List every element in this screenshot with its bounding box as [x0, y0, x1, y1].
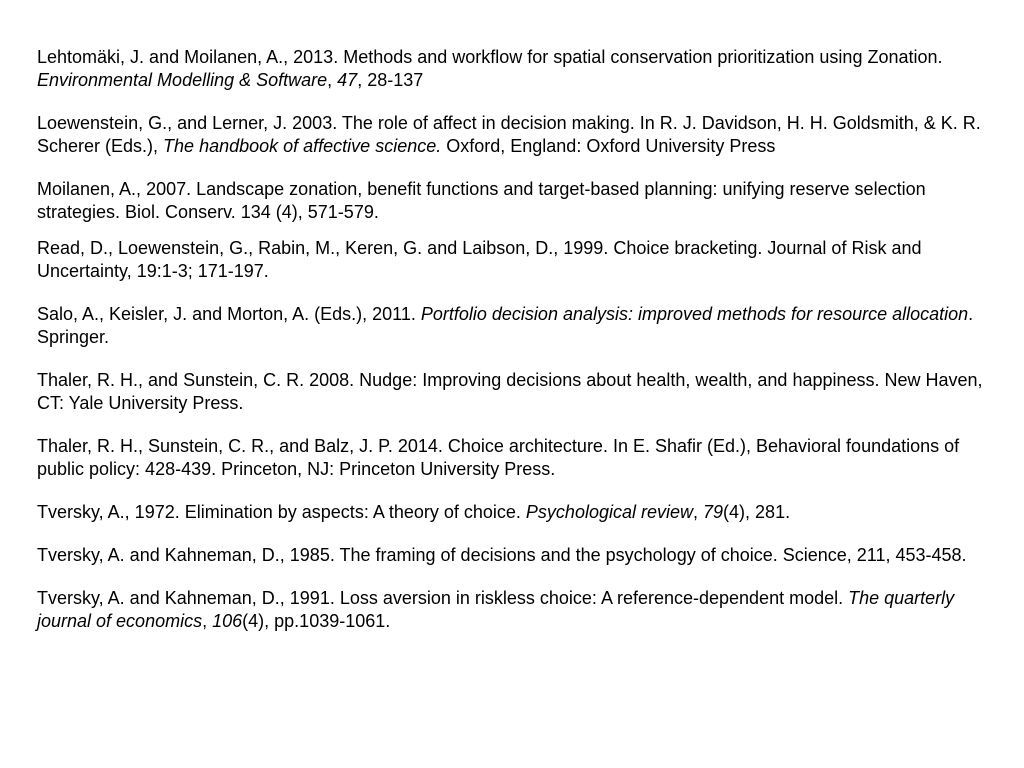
reference-list — [37, 46, 988, 633]
reference-italic-text: Portfolio decision analysis: improved methods for resource allocation — [420, 304, 969, 324]
reference-text: Oxford, England: Oxford University Press — [441, 136, 776, 156]
reference-italic-text: The quarterly journal of economics — [37, 588, 955, 631]
reference-text: Thaler, R. H., Sunstein, C. R., and Balz, J. P. 2014. Choice architecture. In E. Shafir (Ed.), Behavioral foundations of public policy: 428-439. Princeton, NJ: Princeton University Press. — [37, 436, 960, 479]
reference-entry — [37, 303, 988, 349]
reference-text: (4), pp.1039-1061. — [242, 611, 391, 631]
reference-italic-text: 79 — [703, 502, 724, 522]
reference-entry — [37, 46, 988, 92]
reference-text: Tversky, A. and Kahneman, D., 1985. The framing of decisions and the psychology of choice. Science, 211, 453-458. — [37, 545, 967, 565]
reference-entry — [37, 587, 988, 633]
reference-entry — [37, 178, 988, 224]
reference-text: Tversky, A., 1972. Elimination by aspects: A theory of choice. — [37, 502, 526, 522]
reference-text: Tversky, A. and Kahneman, D., 1991. Loss aversion in riskless choice: A reference-dependent model. — [37, 588, 849, 608]
reference-italic-text: 47 — [337, 70, 358, 90]
reference-italic-text: Psychological review — [525, 502, 693, 522]
reference-text: (4), 281. — [723, 502, 791, 522]
reference-text: Read, D., Loewenstein, G., Rabin, M., Keren, G. and Laibson, D., 1999. Choice bracketing. Journal of Risk and Uncertainty, 19:1-3; 171-197. — [37, 238, 922, 281]
reference-italic-text: Environmental Modelling & Software — [37, 70, 328, 90]
reference-text: Loewenstein, G., and Lerner, J. 2003. The role of affect in decision making. In R. J. Davidson, H. H. Goldsmith, & K. R. Scherer (Eds.), — [37, 113, 981, 156]
reference-entry — [37, 501, 988, 524]
reference-text: Lehtomäki, J. and Moilanen, A., 2013. Methods and workflow for spatial conservation prioritization using Zonation. — [37, 47, 943, 67]
reference-entry — [37, 369, 988, 415]
reference-text: Thaler, R. H., and Sunstein, C. R. 2008. Nudge: Improving decisions about health, wealth, and happiness. New Haven, CT: Yale University Press. — [37, 370, 983, 413]
reference-text: , — [327, 70, 338, 90]
reference-entry — [37, 544, 988, 567]
reference-text: , 28-137 — [357, 70, 424, 90]
reference-text: . Springer. — [37, 304, 974, 347]
reference-italic-text: The handbook of affective science. — [163, 136, 442, 156]
reference-text: Salo, A., Keisler, J. and Morton, A. (Eds.), 2011. — [37, 304, 421, 324]
reference-italic-text: 106 — [212, 611, 243, 631]
reference-text: , — [693, 502, 704, 522]
reference-entry — [37, 435, 988, 481]
reference-text: Moilanen, A., 2007. Landscape zonation, benefit functions and target-based planning: unifying reserve selection strategies. Biol. Conserv. 134 (4), 571-579. — [37, 179, 926, 222]
reference-text: , — [202, 611, 213, 631]
reference-entry — [37, 112, 988, 158]
reference-entry — [37, 237, 988, 283]
